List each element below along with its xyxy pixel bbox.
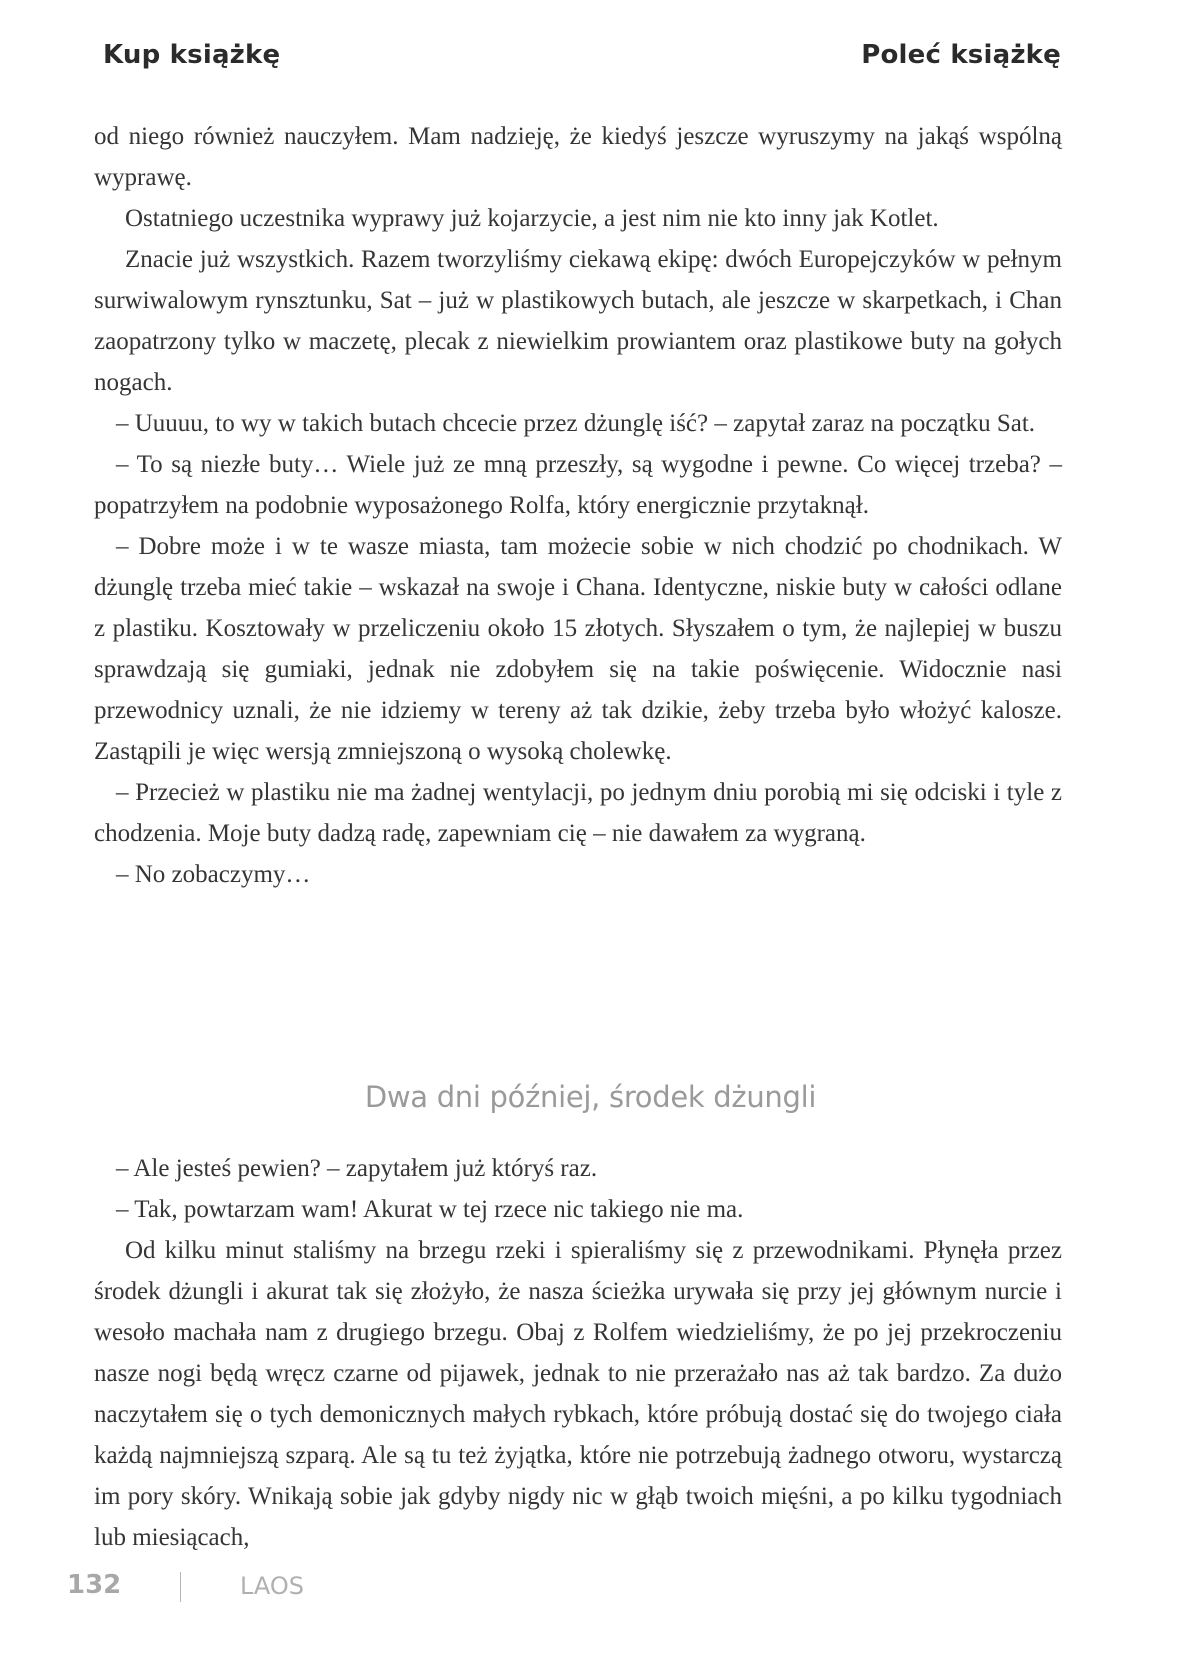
- body-text-top: [94, 116, 1062, 895]
- chapter-name: LAOS: [240, 1572, 305, 1600]
- paragraph: Od kilku minut staliśmy na brzegu rzeki i spieraliśmy się z przewodnikami. Płynęła przez środek dżungli i akurat tak się złożyło, że nasza ścieżka urywała się przy jej głównym nurcie i wesoło machała nam z drugiego brzegu. Obaj z Rolfem wiedzieliśmy, że po jej przekroczeniu nasze nogi będą wręcz czarne od pijawek, jednak to nie przerażało nas aż tak bardzo. Za dużo naczytałem się o tych demonicznych małych rybkach, które próbują dostać się do twojego ciała każdą najmniejszą szparą. Ale są tu też żyjątka, które nie potrzebują żadnego otworu, wystarczą im pory skóry. Wnikają sobie jak gdyby nigdy nic w głąb twoich mięśni, a po kilku tygodniach lub miesiącach,: [94, 1237, 1062, 1551]
- dialogue-line: – Ale jesteś pewien? – zapytałem już któryś raz.: [116, 1155, 598, 1182]
- paragraph: Znacie już wszystkich. Razem tworzyliśmy ciekawą ekipę: dwóch Europejczyków w pełnym surwiwalowym rynsztunku, Sat – już w plastikowych butach, ale jeszcze w skarpetkach, i Chan zaopatrzony tylko w maczetę, plecak z niewielkim prowiantem oraz plastikowe buty na gołych nogach.: [94, 246, 1062, 396]
- page-number: 132: [67, 1570, 122, 1600]
- top-navigation: [0, 40, 1181, 90]
- dialogue-line: – Uuuuu, to wy w takich butach chcecie przez dżunglę iść? – zapytał zaraz na początku Sat.: [116, 410, 1036, 437]
- dialogue-line: – Przecież w plastiku nie ma żadnej wentylacji, po jednym dniu porobią mi się odciski i tyle z chodzenia. Moje buty dadzą radę, zapewniam cię – nie dawałem za wygraną.: [94, 779, 1062, 847]
- dialogue-line: – No zobaczymy…: [116, 861, 311, 888]
- recommend-book-link[interactable]: Poleć książkę: [861, 40, 1061, 70]
- section-heading: Dwa dni później, środek dżungli: [364, 1080, 817, 1114]
- dialogue-line: – To są niezłe buty… Wiele już ze mną przeszły, są wygodne i pewne. Co więcej trzeba? – popatrzyłem na podobnie wyposażonego Rolfa, który energicznie przytaknął.: [94, 451, 1062, 519]
- buy-book-link[interactable]: Kup książkę: [103, 40, 281, 70]
- page-footer: [0, 1570, 1181, 1610]
- paragraph: od niego również nauczyłem. Mam nadzieję, że kiedyś jeszcze wyruszymy na jakąś wspólną wyprawę.: [94, 123, 1062, 191]
- dialogue-line: – Tak, powtarzam wam! Akurat w tej rzece nic takiego nie ma.: [116, 1196, 744, 1223]
- body-text-bottom: [94, 1148, 1062, 1558]
- paragraph: Ostatniego uczestnika wyprawy już kojarzycie, a jest nim nie kto inny jak Kotlet.: [125, 205, 939, 232]
- footer-divider: [180, 1572, 181, 1602]
- dialogue-line: – Dobre może i w te wasze miasta, tam możecie sobie w nich chodzić po chodnikach. W dżunglę trzeba mieć takie – wskazał na swoje i Chana. Identyczne, niskie buty w całości odlane z plastiku. Kosztowały w przeliczeniu około 15 złotych. Słyszałem o tym, że najlepiej w buszu sprawdzają się gumiaki, jednak nie zdobyłem się na takie poświęcenie. Widocznie nasi przewodnicy uznali, że nie idziemy w tereny aż tak dzikie, żeby trzeba było włożyć kalosze. Zastąpili je więc wersją zmniejszoną o wysoką cholewkę.: [94, 533, 1062, 765]
